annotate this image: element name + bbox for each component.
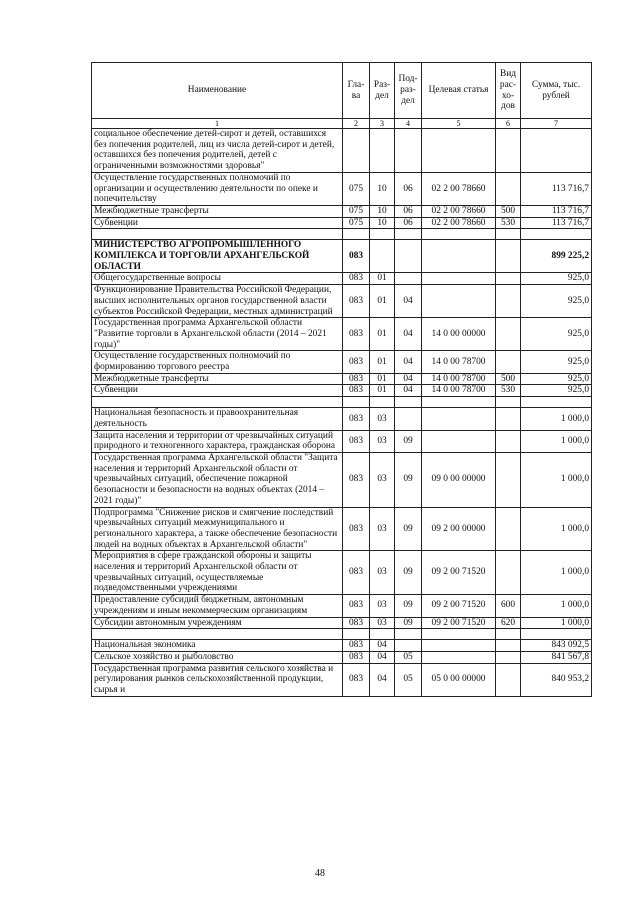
header-podrazdel: Под-раз-дел [395, 63, 422, 119]
row-summa: 1 000,0 [521, 452, 592, 507]
row-vid-rashodov [496, 285, 521, 318]
row-glava: 083 [343, 385, 370, 397]
row-vid-rashodov: 500 [496, 205, 521, 217]
row-vid-rashodov [496, 351, 521, 373]
row-razdel: 04 [370, 651, 395, 663]
row-name: Межбюджетные трансферты [92, 373, 343, 385]
spacer-cell [496, 629, 521, 640]
row-podrazdel: 09 [395, 507, 422, 551]
row-razdel: 03 [370, 507, 395, 551]
row-celevaya-statya: 09 2 00 71520 [422, 551, 496, 595]
spacer-cell [92, 397, 343, 408]
row-glava: 075 [343, 172, 370, 205]
header-summa: Сумма, тыс. рублей [521, 63, 592, 119]
row-vid-rashodov [496, 172, 521, 205]
row-razdel: 01 [370, 385, 395, 397]
row-podrazdel [395, 640, 422, 652]
row-glava: 083 [343, 640, 370, 652]
row-celevaya-statya: 14 0 00 78700 [422, 385, 496, 397]
row-name: Подпрограмма "Снижение рисков и смягчение последствий чрезвычайных ситуаций межмуниципального и регионального характера, а также обеспечение безопасности людей на водных объектах в Архангельской области" [92, 507, 343, 551]
budget-table [91, 62, 592, 697]
row-podrazdel [395, 129, 422, 173]
row-celevaya-statya [422, 240, 496, 273]
column-number: 2 [343, 119, 370, 129]
table-row [92, 240, 592, 273]
spacer-cell [422, 397, 496, 408]
row-podrazdel: 04 [395, 318, 422, 351]
row-celevaya-statya: 09 0 00 00000 [422, 452, 496, 507]
row-celevaya-statya [422, 129, 496, 173]
row-summa: 925,0 [521, 385, 592, 397]
table-row [92, 205, 592, 217]
spacer-cell [422, 629, 496, 640]
row-celevaya-statya [422, 408, 496, 430]
row-name: Государственная программа Архангельской области "Защита населения и территорий Архангельской области от чрезвычайных ситуаций, обеспечение пожарной безопасности и безопасности на водных объектах (2014 – 2021 годы)" [92, 452, 343, 507]
spacer-cell [422, 229, 496, 240]
row-podrazdel: 09 [395, 452, 422, 507]
row-summa: 840 953,2 [521, 663, 592, 696]
row-glava: 083 [343, 507, 370, 551]
row-summa: 899 225,2 [521, 240, 592, 273]
row-razdel: 03 [370, 595, 395, 617]
row-podrazdel: 06 [395, 217, 422, 229]
row-glava: 083 [343, 663, 370, 696]
row-glava: 083 [343, 351, 370, 373]
row-summa [521, 129, 592, 173]
spacer-row [92, 629, 592, 640]
row-podrazdel: 05 [395, 663, 422, 696]
row-celevaya-statya [422, 273, 496, 285]
row-podrazdel: 09 [395, 617, 422, 629]
table-row [92, 318, 592, 351]
row-podrazdel: 09 [395, 430, 422, 452]
row-vid-rashodov: 500 [496, 373, 521, 385]
row-name: Государственная программа развития сельского хозяйства и регулирования рынков сельскохозяйственной продукции, сырья и [92, 663, 343, 696]
row-razdel: 01 [370, 318, 395, 351]
row-razdel [370, 240, 395, 273]
row-celevaya-statya: 14 0 00 78700 [422, 373, 496, 385]
table-row [92, 408, 592, 430]
header-vid-rashodov: Вид рас-хо-дов [496, 63, 521, 119]
row-summa: 1 000,0 [521, 507, 592, 551]
column-number: 4 [395, 119, 422, 129]
row-name: Осуществление государственных полномочий по организации и осуществлению деятельности по опеке и попечительству [92, 172, 343, 205]
row-razdel: 01 [370, 273, 395, 285]
column-number: 6 [496, 119, 521, 129]
row-glava [343, 129, 370, 173]
row-name: Субвенции [92, 217, 343, 229]
row-razdel: 01 [370, 373, 395, 385]
spacer-cell [370, 229, 395, 240]
row-vid-rashodov [496, 651, 521, 663]
row-name: МИНИСТЕРСТВО АГРОПРОМЫШЛЕННОГО КОМПЛЕКСА И ТОРГОВЛИ АРХАНГЕЛЬСКОЙ ОБЛАСТИ [92, 240, 343, 273]
row-podrazdel: 05 [395, 651, 422, 663]
row-name: Субвенции [92, 385, 343, 397]
row-celevaya-statya: 02 2 00 78660 [422, 205, 496, 217]
row-razdel: 10 [370, 217, 395, 229]
spacer-cell [395, 397, 422, 408]
row-razdel: 10 [370, 172, 395, 205]
row-glava: 083 [343, 651, 370, 663]
row-razdel: 03 [370, 430, 395, 452]
row-summa: 925,0 [521, 273, 592, 285]
spacer-cell [395, 229, 422, 240]
column-number: 7 [521, 119, 592, 129]
row-name: социальное обеспечение детей-сирот и детей, оставшихся без попечения родителей, лиц из числа детей-сирот и детей, оставшихся без попечения родителей, детей с ограниченными возможностями здоровья" [92, 129, 343, 173]
row-name: Предоставление субсидий бюджетным, автономным учреждениям и иным некоммерческим организациям [92, 595, 343, 617]
spacer-row [92, 397, 592, 408]
row-name: Общегосударственные вопросы [92, 273, 343, 285]
row-summa: 1 000,0 [521, 430, 592, 452]
header-celevaya-statya: Целевая статья [422, 63, 496, 119]
row-razdel: 03 [370, 452, 395, 507]
row-summa: 1 000,0 [521, 595, 592, 617]
column-number: 1 [92, 119, 343, 129]
row-razdel: 03 [370, 408, 395, 430]
table-row [92, 640, 592, 652]
spacer-cell [92, 629, 343, 640]
row-name: Национальная безопасность и правоохранительная деятельность [92, 408, 343, 430]
header-row [92, 63, 592, 119]
row-celevaya-statya [422, 651, 496, 663]
row-vid-rashodov [496, 318, 521, 351]
table-row [92, 273, 592, 285]
row-podrazdel: 04 [395, 373, 422, 385]
row-celevaya-statya: 02 2 00 78660 [422, 217, 496, 229]
row-summa: 843 092,5 [521, 640, 592, 652]
spacer-cell [343, 629, 370, 640]
row-razdel: 04 [370, 663, 395, 696]
row-name: Защита населения и территории от чрезвычайных ситуаций природного и техногенного характера, гражданская оборона [92, 430, 343, 452]
row-vid-rashodov: 530 [496, 385, 521, 397]
spacer-cell [370, 629, 395, 640]
row-celevaya-statya [422, 285, 496, 318]
header-name: Наименование [92, 63, 343, 119]
row-vid-rashodov [496, 129, 521, 173]
spacer-cell [343, 397, 370, 408]
header-razdel: Раз-дел [370, 63, 395, 119]
row-podrazdel: 06 [395, 172, 422, 205]
row-vid-rashodov [496, 452, 521, 507]
row-celevaya-statya: 09 2 00 71520 [422, 595, 496, 617]
row-podrazdel: 06 [395, 205, 422, 217]
row-summa: 1 000,0 [521, 408, 592, 430]
table-row [92, 452, 592, 507]
table-row [92, 217, 592, 229]
table-row [92, 285, 592, 318]
row-name: Сельское хозяйство и рыболовство [92, 651, 343, 663]
column-number: 5 [422, 119, 496, 129]
page-number: 48 [315, 868, 325, 879]
table-row [92, 129, 592, 173]
row-razdel: 01 [370, 285, 395, 318]
row-glava: 083 [343, 285, 370, 318]
table-row [92, 663, 592, 696]
header-glava: Гла-ва [343, 63, 370, 119]
row-glava: 083 [343, 551, 370, 595]
row-celevaya-statya: 05 0 00 00000 [422, 663, 496, 696]
row-podrazdel [395, 240, 422, 273]
row-summa: 925,0 [521, 285, 592, 318]
row-razdel: 03 [370, 551, 395, 595]
row-razdel: 01 [370, 351, 395, 373]
row-celevaya-statya: 14 0 00 78700 [422, 351, 496, 373]
row-summa: 1 000,0 [521, 617, 592, 629]
table-row [92, 430, 592, 452]
row-summa: 925,0 [521, 351, 592, 373]
spacer-cell [370, 397, 395, 408]
row-celevaya-statya: 09 2 00 00000 [422, 507, 496, 551]
row-podrazdel: 04 [395, 351, 422, 373]
table-row [92, 507, 592, 551]
row-name: Осуществление государственных полномочий по формированию торгового реестра [92, 351, 343, 373]
row-glava: 075 [343, 217, 370, 229]
row-vid-rashodov [496, 408, 521, 430]
row-vid-rashodov [496, 273, 521, 285]
row-podrazdel: 09 [395, 595, 422, 617]
row-name: Национальная экономика [92, 640, 343, 652]
table-row [92, 595, 592, 617]
row-glava: 083 [343, 617, 370, 629]
row-podrazdel: 04 [395, 385, 422, 397]
row-glava: 083 [343, 273, 370, 285]
row-glava: 083 [343, 430, 370, 452]
row-razdel: 04 [370, 640, 395, 652]
row-glava: 075 [343, 205, 370, 217]
row-vid-rashodov [496, 640, 521, 652]
row-vid-rashodov: 600 [496, 595, 521, 617]
row-summa: 925,0 [521, 318, 592, 351]
spacer-cell [343, 229, 370, 240]
table-body [92, 129, 592, 697]
row-name: Межбюджетные трансферты [92, 205, 343, 217]
table-row [92, 172, 592, 205]
row-summa: 1 000,0 [521, 551, 592, 595]
row-razdel [370, 129, 395, 173]
row-celevaya-statya [422, 430, 496, 452]
table-row [92, 385, 592, 397]
row-celevaya-statya [422, 640, 496, 652]
row-summa: 925,0 [521, 373, 592, 385]
row-celevaya-statya: 02 2 00 78660 [422, 172, 496, 205]
row-summa: 113 716,7 [521, 172, 592, 205]
row-podrazdel: 09 [395, 551, 422, 595]
row-razdel: 03 [370, 617, 395, 629]
column-number-row [92, 119, 592, 129]
row-name: Субсидии автономным учреждениям [92, 617, 343, 629]
row-razdel: 10 [370, 205, 395, 217]
spacer-cell [521, 229, 592, 240]
row-glava: 083 [343, 373, 370, 385]
row-celevaya-statya: 14 0 00 00000 [422, 318, 496, 351]
row-glava: 083 [343, 318, 370, 351]
table-row [92, 617, 592, 629]
table-row [92, 551, 592, 595]
row-celevaya-statya: 09 2 00 71520 [422, 617, 496, 629]
spacer-cell [496, 229, 521, 240]
row-summa: 113 716,7 [521, 217, 592, 229]
row-vid-rashodov [496, 551, 521, 595]
column-number: 3 [370, 119, 395, 129]
row-glava: 083 [343, 240, 370, 273]
row-summa: 841 567,8 [521, 651, 592, 663]
row-vid-rashodov [496, 240, 521, 273]
row-vid-rashodov [496, 663, 521, 696]
row-vid-rashodov [496, 507, 521, 551]
spacer-cell [521, 629, 592, 640]
row-name: Государственная программа Архангельской области "Развитие торговли в Архангельской области (2014 – 2021 годы)" [92, 318, 343, 351]
spacer-cell [496, 397, 521, 408]
row-summa: 113 716,7 [521, 205, 592, 217]
row-glava: 083 [343, 408, 370, 430]
row-podrazdel [395, 273, 422, 285]
row-glava: 083 [343, 595, 370, 617]
row-name: Мероприятия в сфере гражданской обороны и защиты населения и территорий Архангельской области от чрезвычайных ситуаций, осуществляемые подведомственными учреждениями [92, 551, 343, 595]
spacer-cell [395, 629, 422, 640]
row-vid-rashodov [496, 430, 521, 452]
row-podrazdel: 04 [395, 285, 422, 318]
row-podrazdel [395, 408, 422, 430]
table-row [92, 373, 592, 385]
spacer-cell [521, 397, 592, 408]
table-row [92, 651, 592, 663]
table-row [92, 351, 592, 373]
row-vid-rashodov: 530 [496, 217, 521, 229]
row-vid-rashodov: 620 [496, 617, 521, 629]
spacer-row [92, 229, 592, 240]
row-name: Функционирование Правительства Российской Федерации, высших исполнительных органов государственной власти субъектов Российской Федерации, местных администраций [92, 285, 343, 318]
row-glava: 083 [343, 452, 370, 507]
spacer-cell [92, 229, 343, 240]
